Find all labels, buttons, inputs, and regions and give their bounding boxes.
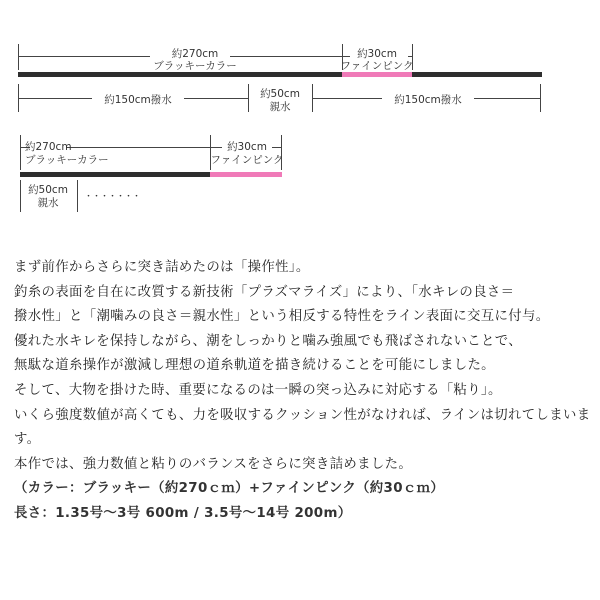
top-line-black — [18, 72, 342, 77]
color-spec: （カラー：ブラッキー（約270ｃｍ）+ファインピンク（約30ｃｍ） — [14, 481, 445, 497]
bottom-line-pink — [210, 172, 282, 177]
description-line: そして、大物を掛けた時、重要になるのは一瞬の突っ込みに対応する「粘り」。 — [14, 382, 502, 398]
bottom-black-name: ブラッキーカラー — [25, 154, 109, 166]
top-center-length: 約50cm — [260, 88, 300, 100]
bottom-continuation-dots: ・・・・・・・ — [84, 192, 141, 202]
bottom-line-black — [20, 172, 210, 177]
top-pink-length: 約30cm — [357, 48, 397, 60]
bottom-center-length: 約50cm — [28, 184, 68, 196]
bottom-pink-name: ファインピンク — [210, 154, 284, 166]
description-line: まず前作からさらに突き詰めたのは「操作性」。 — [14, 260, 310, 275]
top-left-water-label: 約150cm撥水 — [104, 94, 172, 106]
top-right-water-label: 約150cm撥水 — [394, 94, 462, 106]
bottom-diagram — [20, 135, 284, 212]
bottom-pink-length: 約30cm — [227, 141, 267, 153]
top-black-length: 約270cm — [171, 48, 219, 60]
description-text — [14, 256, 592, 527]
description-line: 釣糸の表面を自在に改質する新技術「プラズマライズ」により、「水キレの良さ＝ — [14, 284, 515, 300]
top-line-black-end — [412, 72, 542, 77]
description-line: 優れた水キレを保持しながら、潮をしっかりと噛み強風でも飛ばされないことで、 — [14, 333, 522, 349]
description-line: 無駄な道糸操作が激減し理想の道糸軌道を描き続けることを可能にしました。 — [14, 358, 495, 374]
description-line: 本作では、強力数値と粘りのバランスをさらに突き詰めました。 — [14, 456, 413, 472]
length-spec: 長さ：1.35号～3号 600m / 3.5号～14号 200m） — [14, 505, 352, 521]
top-diagram — [18, 44, 542, 113]
line-structure-diagram — [0, 0, 600, 240]
bottom-black-length: 約270cm — [25, 141, 72, 153]
bottom-center-name: 親水 — [37, 197, 59, 209]
top-pink-name: ファインピンク — [340, 60, 414, 72]
top-line-pink — [342, 72, 412, 77]
top-black-name: ブラッキーカラー — [153, 60, 237, 72]
description-line: 撥水性」と「潮噛みの良さ＝親水性」という相反する特性をライン表面に交互に付与。 — [14, 309, 550, 325]
description-line: いくら強度数値が高くても、力を吸収するクッション性がなければ、ラインは切れてしまいます。 — [14, 407, 591, 448]
top-center-name: 親水 — [269, 101, 291, 113]
